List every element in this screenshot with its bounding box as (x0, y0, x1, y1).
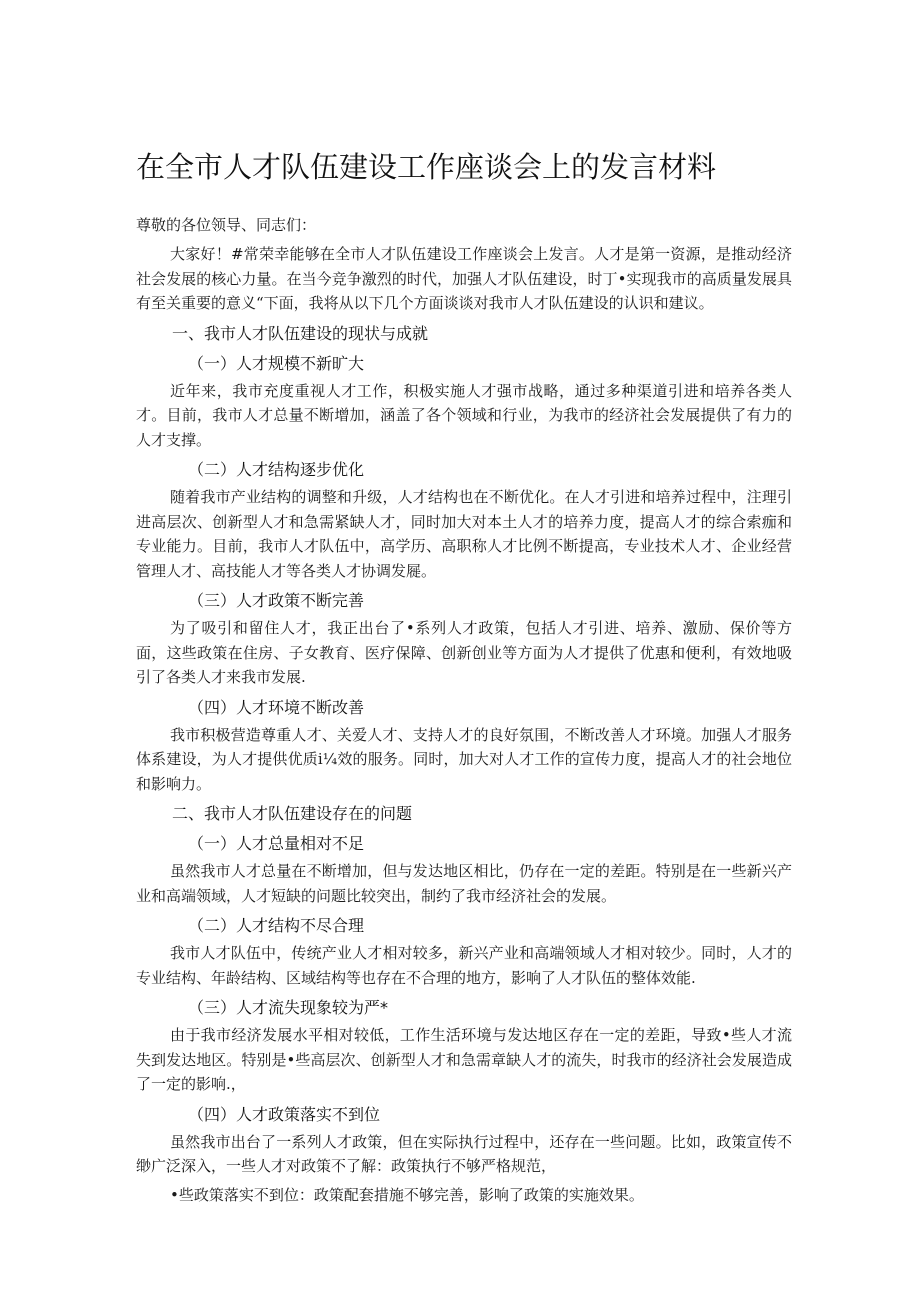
paragraph-2-2: 我市人才队伍中，传统产业人才相对较多，新兴产业和高端领域人才相对较少。同时，人才的专业结构、年龄结构、区域结构等也存在不合理的地方，影响了人才队伍的整体效能. (136, 944, 792, 987)
paragraph-1-3: 为了吸引和留住人才，我正出台了•系列人才政策，包括人才引进、培养、激励、保价等方面，这些政策在住房、子女教育、医疗保障、创新创业等方面为人才提供了优惠和便利，有效地吸引了各类人才来我市发展. (136, 619, 792, 686)
subsection-heading-2-4: （四）人才政策落实不到位 (188, 1104, 381, 1124)
subsection-heading-2-3: （三）人才流失现象较为严* (188, 998, 389, 1017)
subsection-heading-1-4: （四）人才环境不断改善 (188, 697, 365, 717)
subsection-heading-2-1: （一）人才总量相对不足 (188, 834, 365, 853)
paragraph-2-3: 由于我市经济发展水平相对较低，工作生活环境与发达地区存在一定的差距，导致•些人才流失到发达地区。特别是•些高层次、创新型人才和急需章缺人才的流失，时我市的经济社会发展造成了一定的影响.， (136, 1026, 792, 1093)
paragraph-2-4-continuation: •些政策落实不到位：政策配套措施不够完善，影响了政策的实施效果。 (170, 1185, 644, 1204)
paragraph-1-1: 近年来，我市充度重视人才工作，积极实施人才强市战略，通过多种渠道引进和培养各类人才。目前，我市人才总量不断增加，涵盖了各个领域和行业，为我市的经济社会发展提供了有力的人才支撑。 (136, 381, 792, 449)
paragraph-2-4: 虽然我市出台了一系列人才政策，但在实际执行过程中，还存在一些问题。比如，政策宣传不缈广泛深入，一些人才对政策不了解：政策执行不够严格规范， (136, 1132, 792, 1175)
document-title: 在全市人才队伍建设工作座谈会上的发言材料 (136, 150, 717, 184)
intro-paragraph: 大家好！#常荣幸能够在全市人才队伍建设工作座谈会上发言。人才是第一资源，是推动经济社会发展的核心力量。在当今竞争激烈的时代，加强人才队伍建设，时丁•实现我市的高质量发展具有至关重要的意义“下面，我将从以下几个方面谈谈对我市人才队伍建设的认识和建议。 (136, 245, 792, 312)
paragraph-1-4: 我市积极营造尊重人才、关爱人才、支持人才的良好氛围，不断改善人才环境。加强人才服务体系建设，为人才提供优质i¼效的服务。同时，加大对人才工作的宣传力度，提高人才的社会地位和影响力。 (136, 725, 792, 793)
salutation: 尊敬的各位领导、同志们： (136, 216, 317, 234)
section-heading-1: 一、我市人才队伍建设的现状与成就 (172, 323, 429, 343)
document-body (136, 148, 792, 1211)
paragraph-1-2: 随着我市产业结构的调整和升级，人才结构也在不断优化。在人才引进和培养过程中，注理引进高层次、创新型人才和急需紧缺人才，同时加大对本土人才的培养力度，提高人才的综合索痂和专业能力。目前，我市人才队伍中，高学历、高职称人才比例不断提高，专业技术人才、企业经营管理人才、高技能人才等各类人才协调发屣。 (136, 488, 792, 580)
subsection-heading-1-3: （三）人才政策不断完善 (188, 591, 365, 610)
section-heading-2: 二、我市人才队伍建设存在的问题 (172, 804, 413, 823)
subsection-heading-2-2: （二）人才结构不尽合理 (188, 916, 365, 935)
subsection-heading-1-2: （二）人才结构逐步优化 (188, 460, 365, 479)
subsection-heading-1-1: （一）人才规模不新旷大 (188, 353, 365, 373)
paragraph-2-1: 虽然我市人才总量在不断增加，但与发达地区相比，仍存在一定的差距。特别是在一些新兴产业和高端领域，人才短缺的问题比较突出，制约了我市经济社会的发展。 (136, 862, 792, 905)
